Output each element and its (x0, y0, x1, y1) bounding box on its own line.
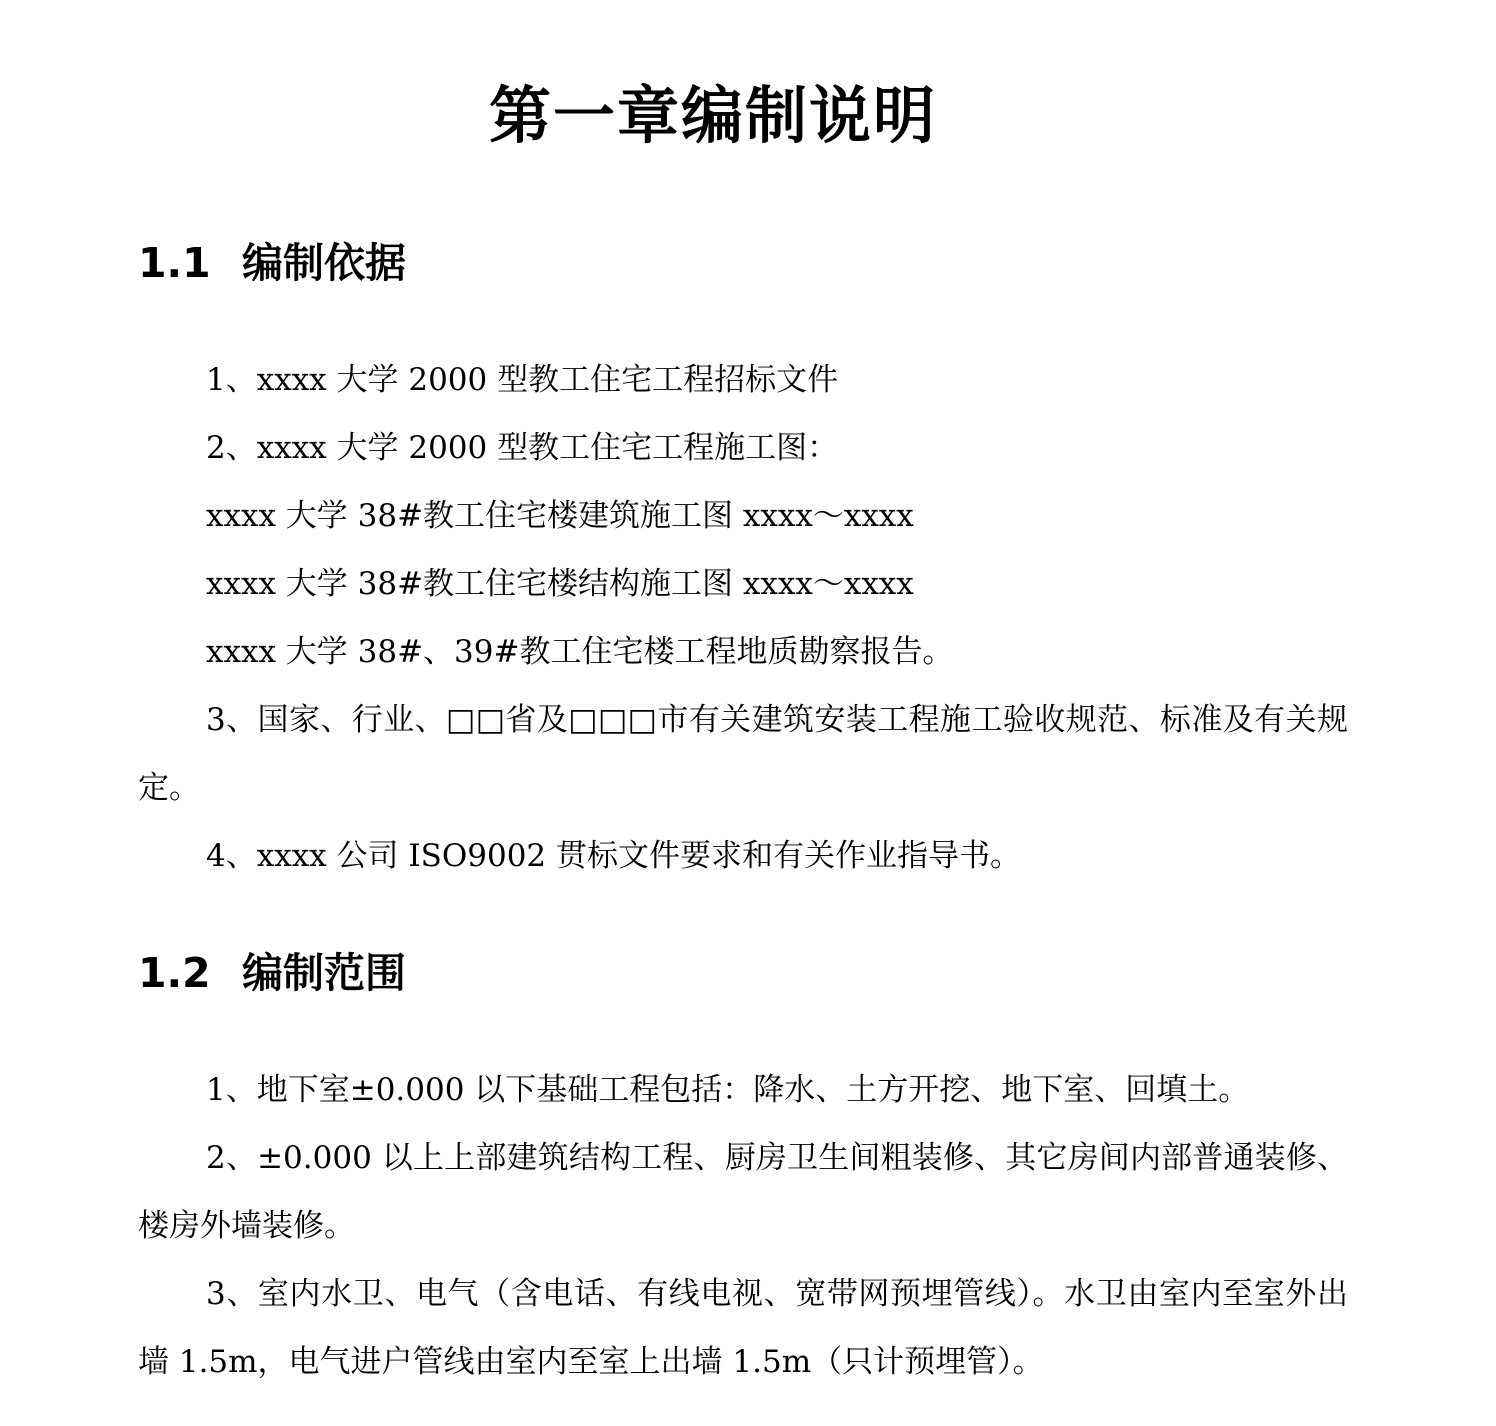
paragraph: 1、地下室±0.000 以下基础工程包括：降水、土方开挖、地下室、回填土。 (206, 1072, 1250, 1108)
paragraph: 3、国家、行业、□□省及□□□市有关建筑安装工程施工验收规范、标准及有关规定。 (138, 702, 1348, 806)
section-title: 编制依据 (242, 239, 406, 287)
paragraph: 2、xxxx 大学 2000 型教工住宅工程施工图： (206, 430, 839, 466)
section-heading-1-2 (138, 946, 406, 1000)
section-number: 1.1 (138, 239, 211, 287)
chapter-title: 第一章编制说明 (488, 79, 937, 152)
paragraph: 4、xxxx 公司 ISO9002 贯标文件要求和有关作业指导书。 (206, 838, 1022, 874)
paragraph: 2、±0.000 以上上部建筑结构工程、厨房卫生间粗装修、其它房间内部普通装修、楼房外墙装修。 (138, 1140, 1348, 1244)
paragraph: xxxx 大学 38#教工住宅楼建筑施工图 xxxx～xxxx (206, 498, 914, 534)
paragraph: 1、xxxx 大学 2000 型教工住宅工程招标文件 (206, 362, 839, 398)
section-title: 编制范围 (242, 949, 406, 997)
section-number: 1.2 (138, 949, 211, 997)
paragraph: 3、室内水卫、电气（含电话、有线电视、宽带网预埋管线）。水卫由室内至室外出墙 1.5m，电气进户管线由室内至室上出墙 1.5m（只计预埋管）。 (138, 1276, 1348, 1380)
paragraph: xxxx 大学 38#教工住宅楼结构施工图 xxxx～xxxx (206, 566, 914, 602)
paragraph: xxxx 大学 38#、39#教工住宅楼工程地质勘察报告。 (206, 634, 954, 670)
section-heading-1-1 (138, 236, 406, 290)
